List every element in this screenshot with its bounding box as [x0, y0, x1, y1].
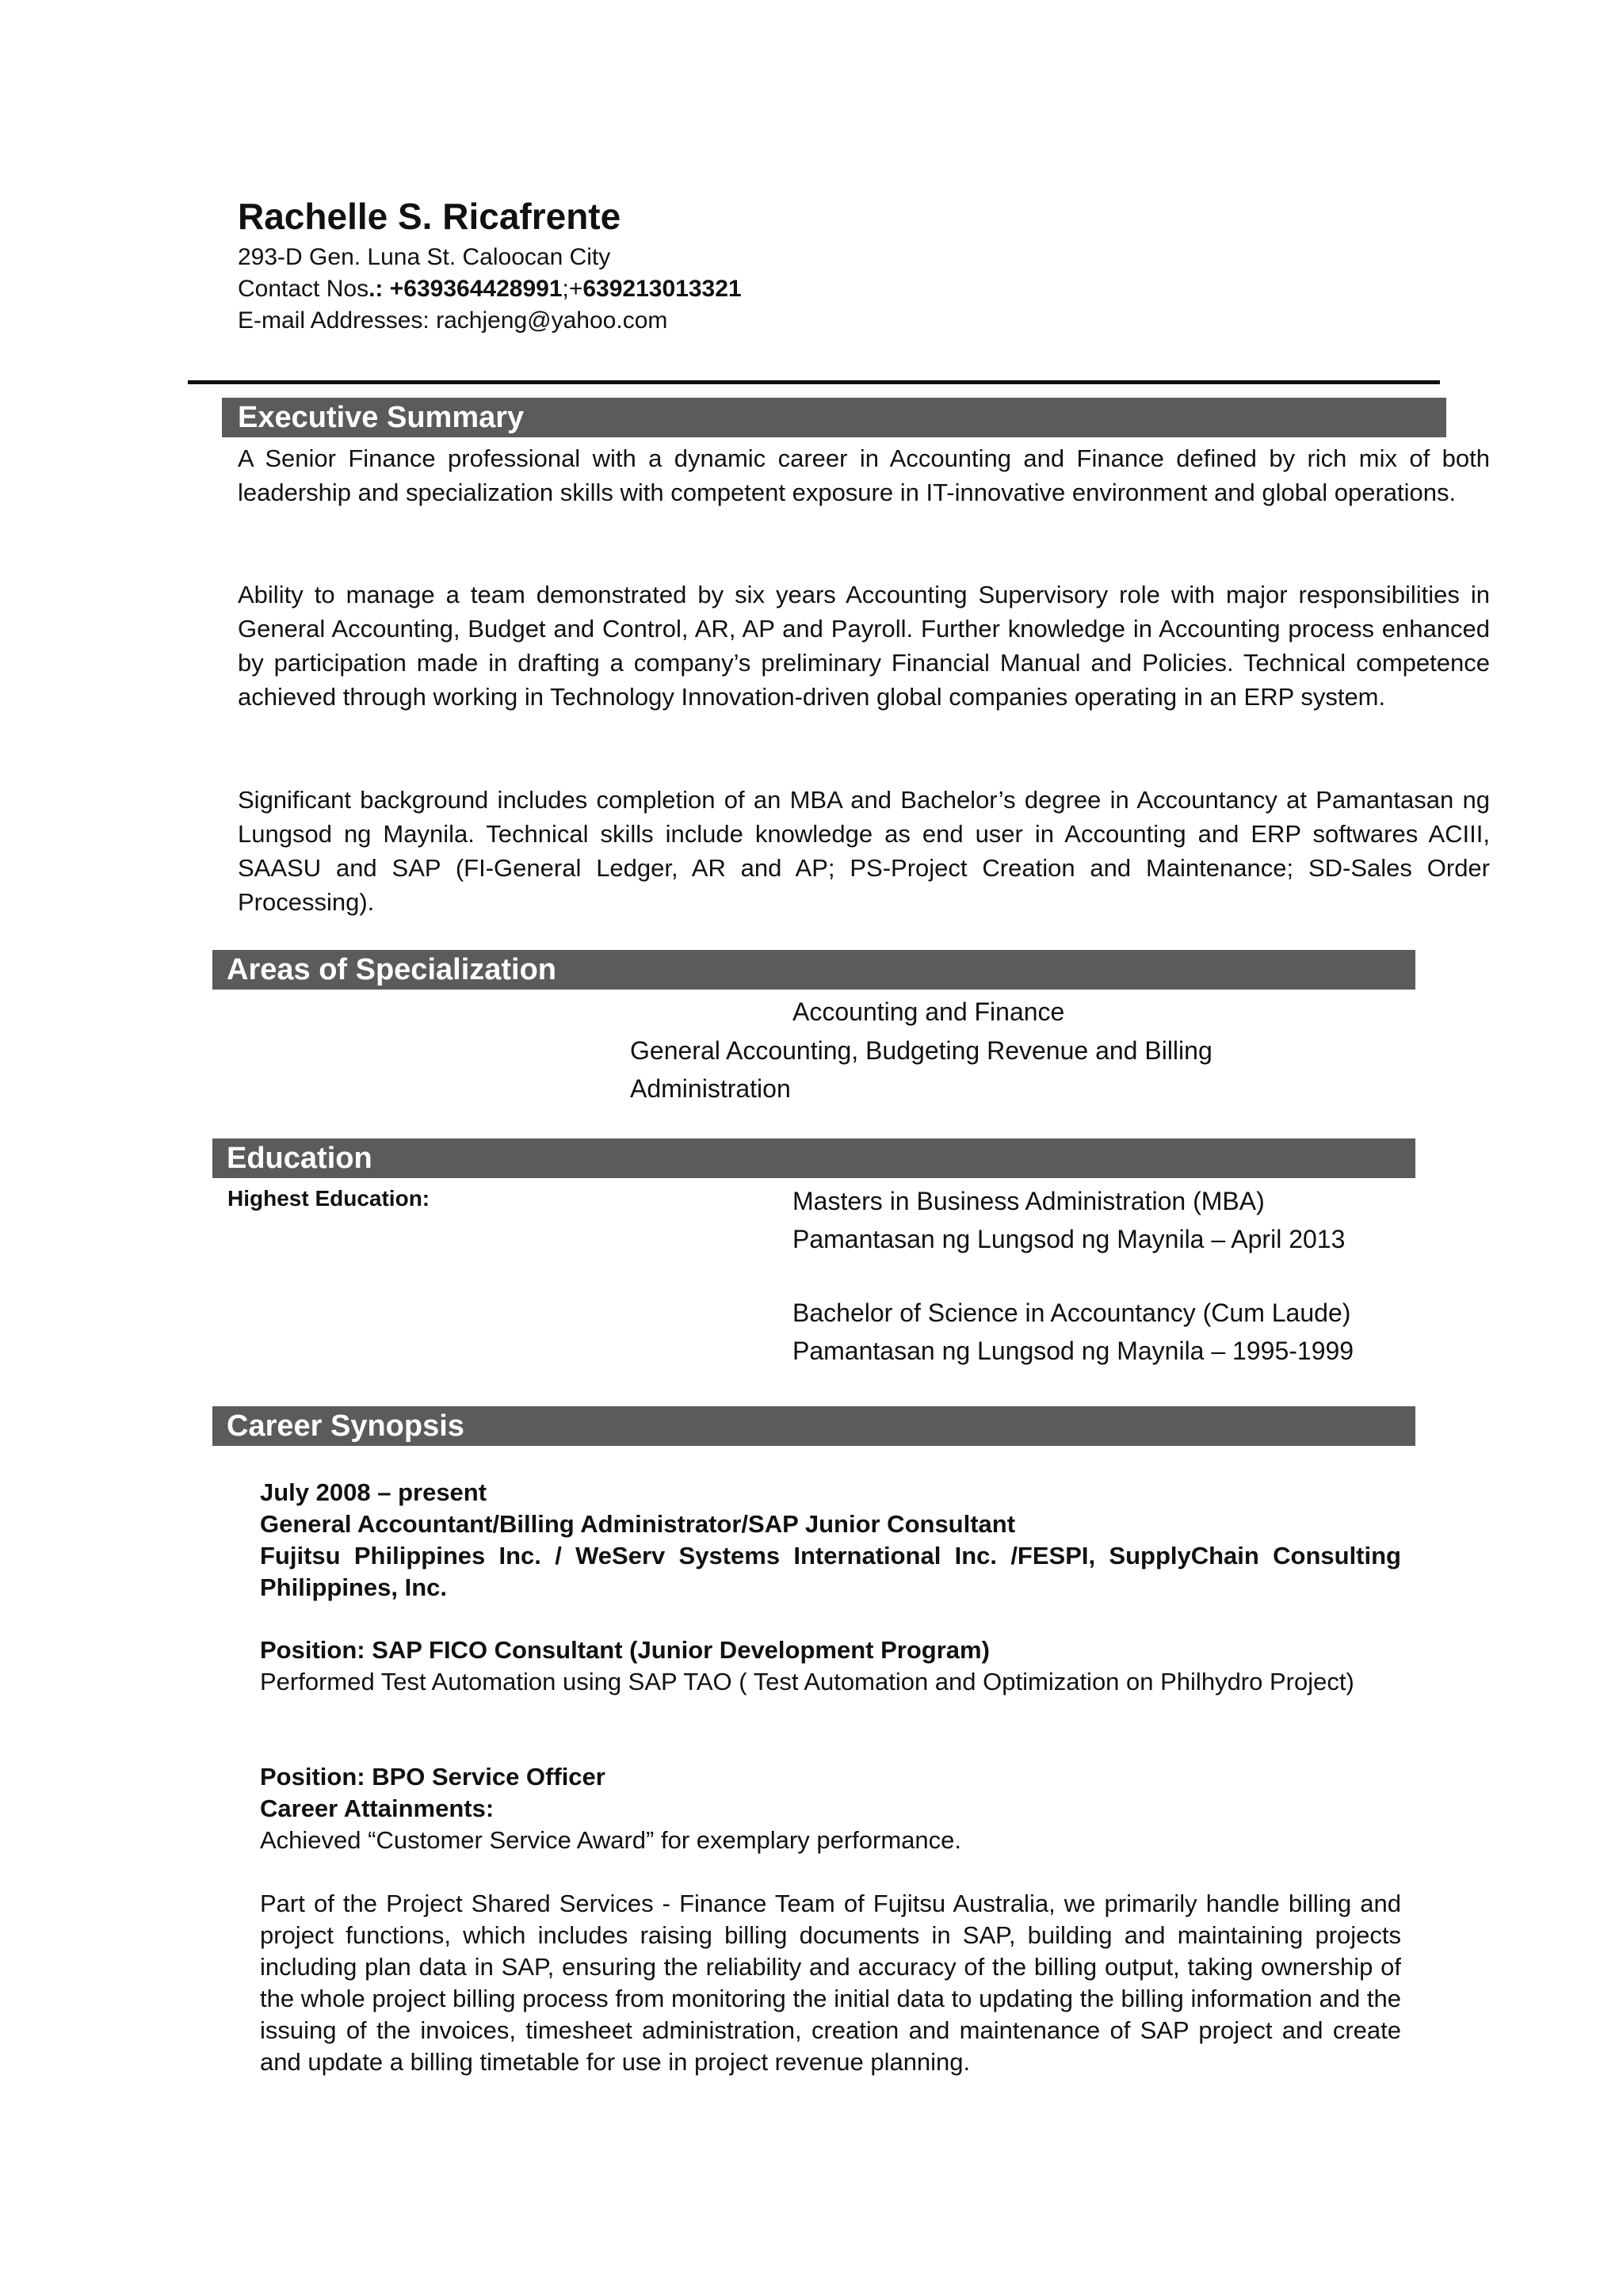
phone-separator: ;+: [562, 276, 583, 302]
career-company: Fujitsu Philippines Inc. / WeServ Systems International Inc. /FESPI, SupplyChain Consulting Philippines, Inc.: [260, 1542, 1401, 1601]
position-bpo-block: [260, 1761, 1401, 1856]
address-line: 293-D Gen. Luna St. Caloocan City: [238, 244, 611, 270]
position-bpo-title: Position: BPO Service Officer: [260, 1763, 605, 1791]
contact-line: [238, 273, 742, 304]
highest-education-label: Highest Education:: [227, 1186, 430, 1211]
career-attainment: Achieved “Customer Service Award” for exemplary performance.: [260, 1826, 961, 1854]
phone-number-2: 639213013321: [582, 276, 742, 302]
specialization-main: Accounting and Finance: [792, 997, 1065, 1026]
section-executive-summary: Executive Summary: [222, 398, 1446, 437]
header-divider: [188, 380, 1440, 384]
career-description: Part of the Project Shared Services - Finance Team of Fujitsu Australia, we primarily handle billing and project functions, which includes raising billing documents in SAP, building and maintaining projects including plan data in SAP, ensuring the reliability and accuracy of the billing output, taking ownership of the whole project billing process from monitoring the initial data to updating the billing information and the issuing of the invoices, timesheet administration, creation and maintenance of SAP project and create and update a billing timetable for use in project revenue planning.: [260, 1890, 1401, 2076]
career-header-block: [260, 1477, 1401, 1604]
summary-paragraph-2: Ability to manage a team demonstrated by six years Accounting Supervisory role with major responsibilities in General Accounting, Budget and Control, AR, AP and Payroll. Further knowledge in Accounting process enhanced by participation made in drafting a company’s preliminary Financial Manual and Policies. Technical competence achieved through working in Technology Innovation-driven global companies operating in an ERP system.: [238, 581, 1490, 711]
specialization-detail-cont: Administration: [630, 1074, 791, 1103]
contact-colon: :: [375, 276, 384, 302]
section-education: Education: [212, 1138, 1415, 1178]
phone-number-1: +639364428991: [389, 276, 563, 302]
section-career-synopsis: Career Synopsis: [212, 1406, 1415, 1446]
school-mba: Pamantasan ng Lungsod ng Maynila – April 2013: [792, 1225, 1346, 1253]
degree-mba: Masters in Business Administration (MBA): [792, 1187, 1265, 1215]
school-bs-accountancy: Pamantasan ng Lungsod ng Maynila – 1995-1999: [792, 1337, 1354, 1365]
career-attainments-label: Career Attainments:: [260, 1794, 495, 1822]
section-areas-of-specialization: Areas of Specialization: [212, 950, 1415, 990]
position-sap-title: Position: SAP FICO Consultant (Junior Development Program): [260, 1636, 990, 1664]
contact-dot: .: [369, 276, 376, 302]
career-period: July 2008 – present: [260, 1478, 487, 1506]
summary-paragraph-3: Significant background includes completion of an MBA and Bachelor’s degree in Accountancy at Pamantasan ng Lungsod ng Maynila. Technical skills include knowledge as end user in Accounting and ERP softwares ACIII, SAASU and SAP (FI-General Ledger, AR and AP; PS-Project Creation and Maintenance; SD-Sales Order Processing).: [238, 786, 1490, 916]
degree-bs-accountancy: Bachelor of Science in Accountancy (Cum Laude): [792, 1299, 1351, 1327]
candidate-name: Rachelle S. Ricafrente: [238, 196, 621, 237]
contact-label: Contact Nos: [238, 276, 369, 302]
position-sap-block: [260, 1634, 1401, 1698]
specialization-detail: General Accounting, Budgeting Revenue and Billing: [630, 1036, 1212, 1065]
position-sap-description: Performed Test Automation using SAP TAO ( Test Automation and Optimization on Philhydro Project): [260, 1668, 1354, 1695]
email-line: E-mail Addresses: rachjeng@yahoo.com: [238, 307, 668, 334]
summary-paragraph-1: A Senior Finance professional with a dynamic career in Accounting and Finance defined by rich mix of both leadership and specialization skills with competent exposure in IT-innovative environment and global operations.: [238, 444, 1490, 506]
career-role: General Accountant/Billing Administrator/SAP Junior Consultant: [260, 1510, 1016, 1538]
